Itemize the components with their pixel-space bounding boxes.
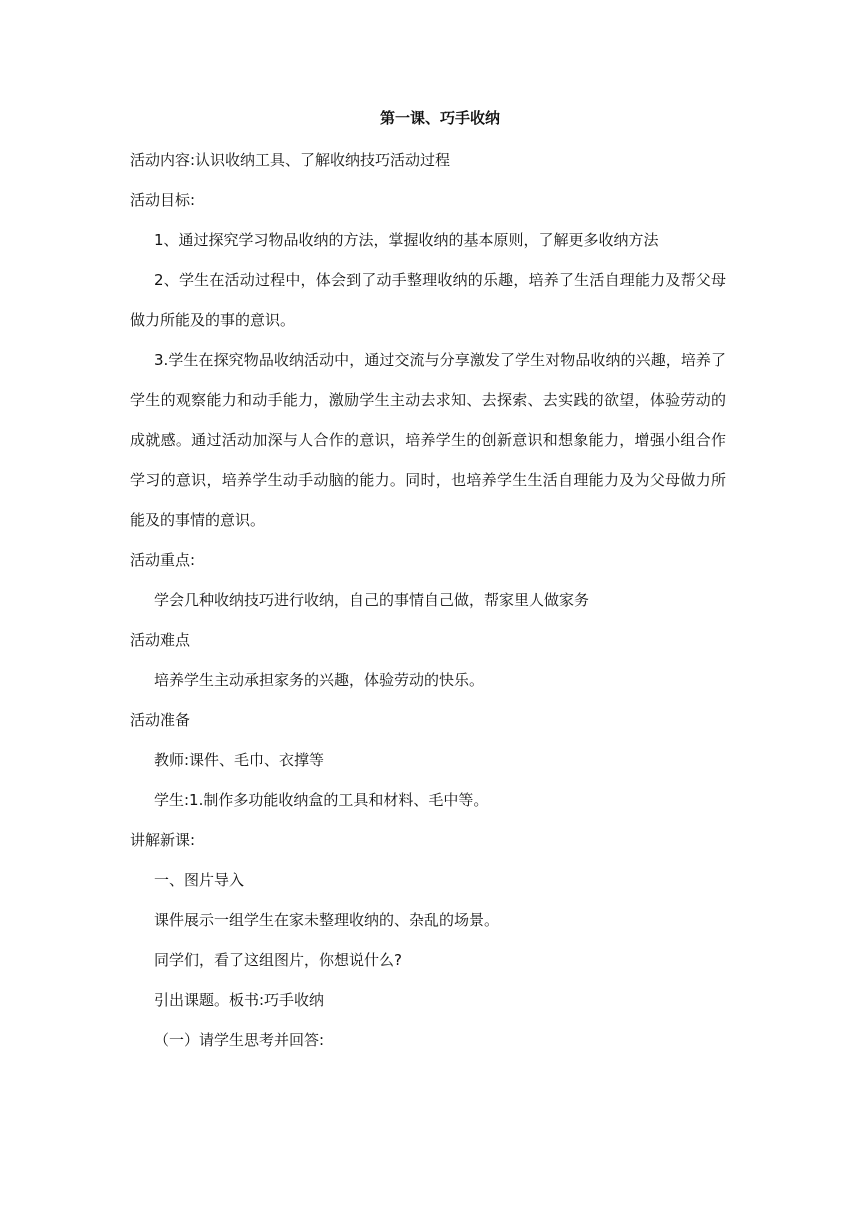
new-lesson-heading: 讲解新课: — [130, 831, 196, 849]
question-line: 同学们，看了这组图片，你想说什么? — [154, 951, 402, 969]
goal-item-3: 3.学生在探究物品收纳活动中，通过交流与分享激发了学生对物品收纳的兴趣，培养了学生的观察能力和动手能力，激励学生主动去求知、去探索、去实践的欲望，体验劳动的成就感。通过活动加深与人合作的意识，培养学生的创新意识和想象能力，增强小组合作学习的意识，培养学生动手动脑的能力。同时，也培养学生生活自理能力及为父母做力所能及的事情的意识。 — [130, 351, 726, 529]
difficulty-heading: 活动难点 — [130, 631, 191, 649]
activity-content-line: 活动内容:认识收纳工具、了解收纳技巧活动过程 — [130, 151, 451, 169]
topic-line: 引出课题。板书:巧手收纳 — [154, 991, 325, 1009]
think-answer-line: （一）请学生思考并回答: — [154, 1031, 325, 1049]
preparation-student: 学生:1.制作多功能收纳盒的工具和材料、毛中等。 — [154, 791, 489, 809]
document-body — [130, 150, 726, 1070]
goal-item-2: 2、学生在活动过程中，体会到了动手整理收纳的乐趣，培养了生活自理能力及帮父母做力所能及的事的意识。 — [130, 271, 726, 329]
difficulty-text: 培养学生主动承担家务的兴趣，体验劳动的快乐。 — [154, 671, 485, 689]
document-title: 第一课、巧手收纳 — [379, 109, 500, 127]
section-picture-intro: 一、图片导入 — [154, 871, 245, 889]
key-points-heading: 活动重点: — [130, 551, 196, 569]
goal-item-1: 1、通过探究学习物品收纳的方法，掌握收纳的基本原则，了解更多收纳方法 — [154, 231, 659, 249]
goals-heading: 活动目标: — [130, 191, 196, 209]
key-points-text: 学会几种收纳技巧进行收纳，自己的事情自己做，帮家里人做家务 — [154, 591, 590, 609]
courseware-line: 课件展示一组学生在家未整理收纳的、杂乱的场景。 — [154, 911, 500, 929]
preparation-teacher: 教师:课件、毛巾、衣撑等 — [154, 751, 325, 769]
preparation-heading: 活动准备 — [130, 711, 191, 729]
